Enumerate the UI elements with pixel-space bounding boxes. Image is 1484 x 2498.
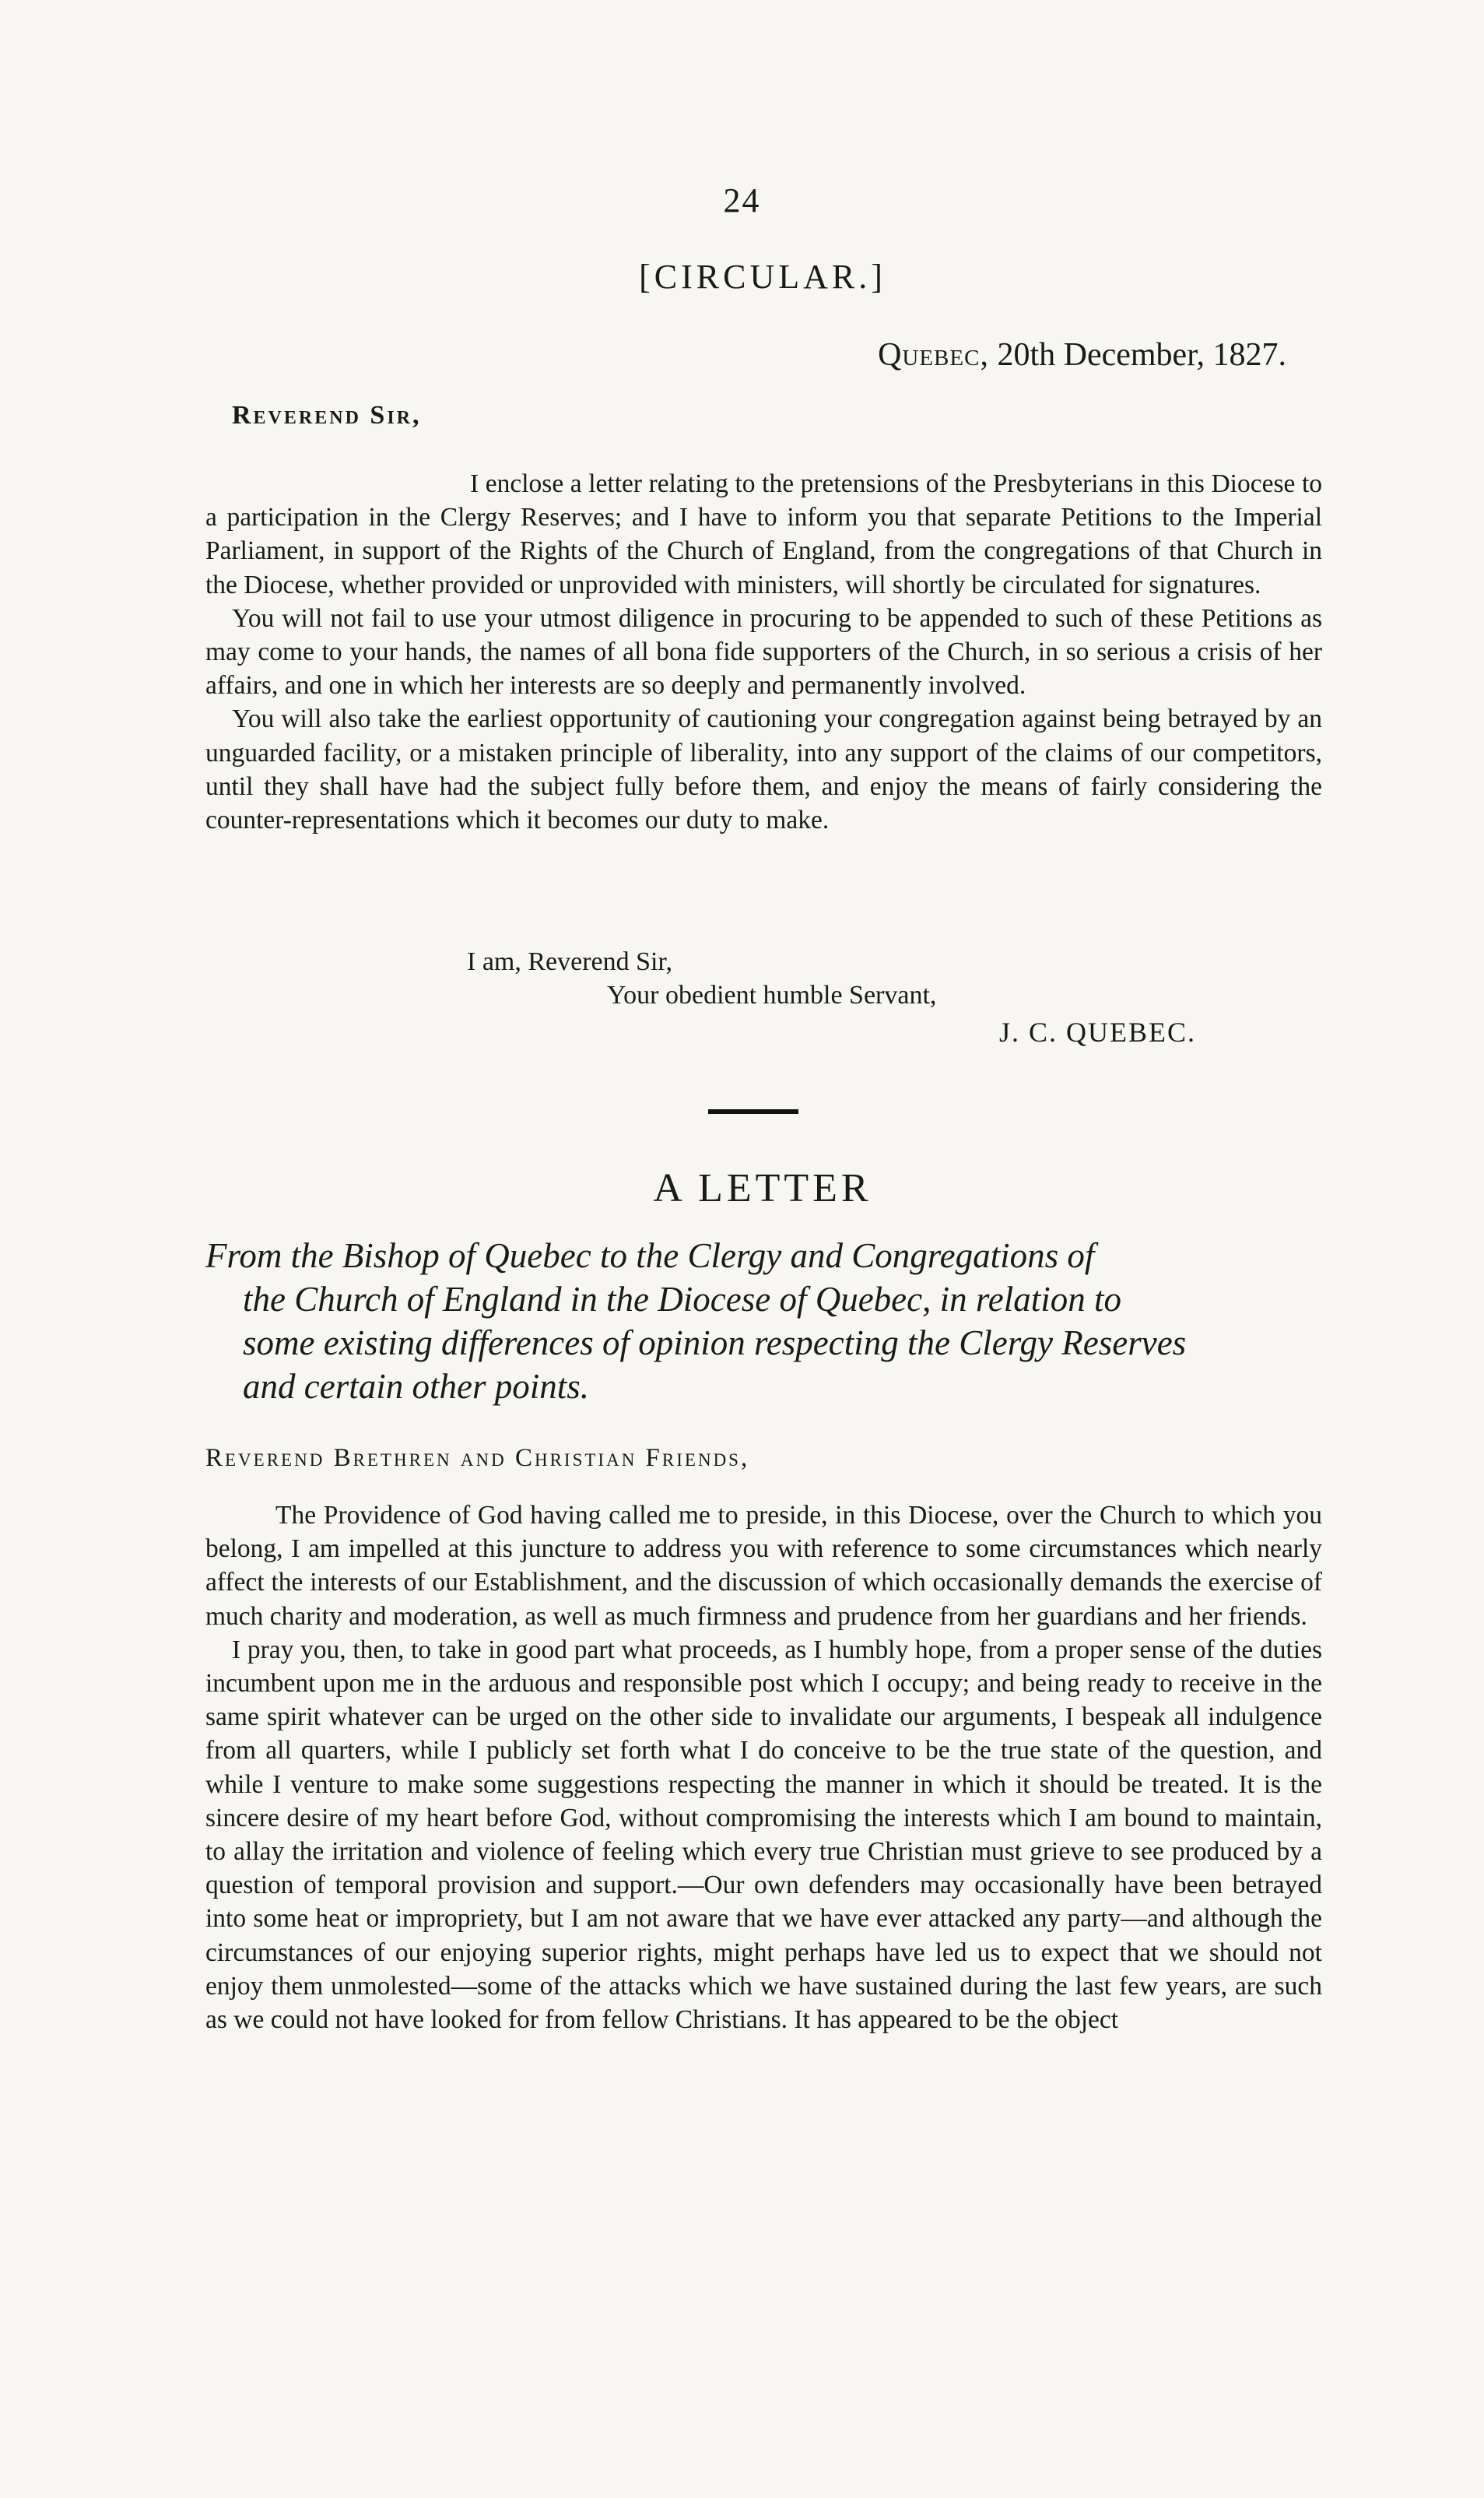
circular-body: [205, 467, 1322, 837]
subtitle-line: some existing differences of opinion respecting the Clergy Reserves: [243, 1323, 1187, 1362]
circular-heading: [CIRCULAR.]: [639, 258, 886, 296]
section-divider: [708, 1109, 798, 1114]
circular-dateline: [878, 336, 1286, 374]
letter-subtitle: [205, 1234, 1326, 1408]
subtitle-line: and certain other points.: [243, 1367, 589, 1406]
subtitle-line: the Church of England in the Diocese of Quebec, in relation to: [243, 1280, 1121, 1319]
circular-paragraph: You will also take the earliest opportunity of cautioning your congregation against being betrayed by an unguarded facility, or a mistaken principle of liberality, into any support of the claims of our competitors, until they shall have had the subject fully before them, and enjoy the means of fairly considering the counter-representations which it becomes our duty to make.: [205, 704, 1322, 835]
signature: J. C. QUEBEC.: [999, 1017, 1197, 1048]
circular-paragraph: You will not fail to use your utmost diligence in procuring to be appended to such of these Petitions as may come to your hands, the names of all bona fide supporters of the Church, in so serious a crisis of her affairs, and one in which her interests are so deeply and permanently involved.: [205, 603, 1322, 701]
page-number: 24: [723, 181, 761, 220]
closing-line: Your obedient humble Servant,: [607, 981, 937, 1010]
letter-paragraph: The Providence of God having called me to preside, in this Diocese, over the Church to which you belong, I am impelled at this juncture to address you with reference to some circumstances which nearly affect the interests of our Establishment, and the discussion of which occasionally demands the exercise of much charity and moderation, as well as much firmness and prudence from her guardians and her friends.: [205, 1501, 1322, 1631]
dateline-place: Quebec,: [878, 337, 989, 373]
subtitle-line: From the Bishop of Quebec to the Clergy and Congregations of: [205, 1236, 1095, 1275]
letter-paragraph: I pray you, then, to take in good part what proceeds, as I humbly hope, from a proper sense of the duties incumbent upon me in the arduous and responsible post which I occupy; and being ready to receive in the same spirit whatever can be urged on the other side to invalidate our arguments, I bespeak all indulgence from all quarters, while I publicly set forth what I do conceive to be the true state of the question, and while I venture to make some suggestions respecting the manner in which it should be treated. It is the sincere desire of my heart before God, without compromising the interests which I am bound to maintain, to allay the irritation and violence of feeling which every true Christian must grieve to see produced by a question of temporal provision and support.—Our own defenders may occasionally have been betrayed into some heat or impropriety, but I am not aware that we have ever attacked any party—and although the circumstances of our enjoying superior rights, might perhaps have led us to expect that we should not enjoy them unmolested—some of the attacks which we have sustained during the last few years, are such as we could not have looked for from fellow Christians. It has appeared to be the object: [205, 1635, 1322, 2035]
letter-salutation: Reverend Brethren and Christian Friends,: [205, 1444, 750, 1472]
closing-line: I am, Reverend Sir,: [467, 947, 672, 976]
dateline-date: 20th December, 1827.: [988, 337, 1286, 373]
letter-body: [205, 1498, 1322, 2036]
circular-salutation: Reverend Sir,: [232, 401, 422, 430]
letter-title: A LETTER: [653, 1166, 872, 1210]
circular-paragraph: I enclose a letter relating to the pretensions of the Presbyterians in this Diocese to a participation in the Clergy Reserves; and I have to inform you that separate Petitions to the Imperial Parliament, in support of the Rights of the Church of England, from the congregations of that Church in the Diocese, whether provided or unprovided with ministers, will shortly be circulated for signatures.: [205, 469, 1322, 599]
